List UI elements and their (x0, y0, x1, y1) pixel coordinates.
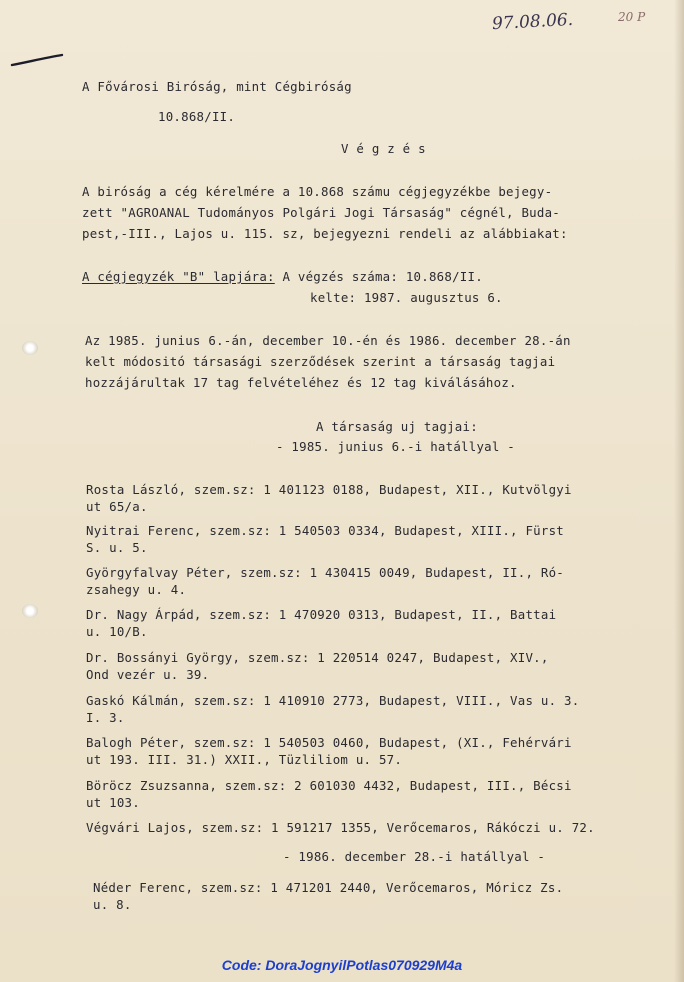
member-6-line-1: Gaskó Kálmán, szem.sz: 1 410910 2773, Budapest, VIII., Vas u. 3. (86, 693, 580, 708)
effective-1986: - 1986. december 28.-i hatállyal - (283, 849, 546, 864)
document-code: Code: DoraJognyilPotlas070929M4a (221, 957, 463, 973)
member-3-line-2: zsahegy u. 4. (86, 582, 187, 597)
member-last-line-1: Néder Ferenc, szem.sz: 1 471201 2440, Verőcemaros, Móricz Zs. (93, 880, 564, 895)
punch-hole-top (22, 341, 38, 355)
page-edge-shadow (674, 0, 684, 982)
member-2-line-2: S. u. 5. (86, 540, 148, 555)
effective-1985: - 1985. junius 6.-i hatállyal - (276, 439, 516, 454)
member-4-line-1: Dr. Nagy Árpád, szem.sz: 1 470920 0313, Budapest, II., Battai (86, 607, 557, 622)
member-2-line-1: Nyitrai Ferenc, szem.sz: 1 540503 0334, Budapest, XIII., Fürst (86, 523, 565, 538)
intro-line-2: zett "AGROANAL Tudományos Polgári Jogi Társaság" cégnél, Buda- (82, 205, 561, 220)
b-sheet-label: A cégjegyzék "B" lapjára: (82, 269, 275, 284)
handwritten-date: 97.08.06. (491, 9, 574, 35)
member-5-line-1: Dr. Bossányi György, szem.sz: 1 220514 0247, Budapest, XIV., (86, 650, 549, 665)
member-8-line-1: Böröcz Zsuzsanna, szem.sz: 2 601030 4432, Budapest, III., Bécsi (86, 778, 572, 793)
members-heading: A társaság uj tagjai: (316, 419, 478, 434)
member-7-line-1: Balogh Péter, szem.sz: 1 540503 0460, Budapest, (XI., Fehérvári (86, 735, 572, 750)
member-5-line-2: Ond vezér u. 39. (86, 667, 210, 682)
b-sheet-line (82, 269, 483, 284)
member-6-line-2: I. 3. (86, 710, 125, 725)
member-7-line-2: ut 193. III. 31.) XXII., Tüzliliom u. 57. (86, 752, 403, 767)
handwritten-note: 20 P (618, 10, 646, 24)
member-3-line-1: Györgyfalvay Péter, szem.sz: 1 430415 0049, Budapest, II., Ró- (86, 565, 565, 580)
member-last-line-2: u. 8. (93, 897, 132, 912)
amend-line-1: Az 1985. junius 6.-án, december 10.-én és 1986. december 28.-án (85, 333, 571, 348)
punch-hole-bottom (22, 604, 38, 618)
document-title: V é g z é s (341, 141, 426, 156)
amend-line-3: hozzájárultak 17 tag felvételéhez és 12 tag kiválásához. (85, 375, 517, 390)
decision-date: kelte: 1987. augusztus 6. (310, 290, 503, 305)
member-4-line-2: u. 10/B. (86, 624, 148, 639)
amend-line-2: kelt módositó társasági szerződések szerint a társaság tagjai (85, 354, 556, 369)
member-1-line-1: Rosta László, szem.sz: 1 401123 0188, Budapest, XII., Kutvölgyi (86, 482, 572, 497)
court-name: A Fővárosi Biróság, mint Cégbiróság (82, 79, 352, 94)
decision-number: A végzés száma: 10.868/II. (274, 269, 483, 284)
member-8-line-2: ut 103. (86, 795, 140, 810)
pen-stroke-mark (10, 52, 64, 70)
intro-line-1: A biróság a cég kérelmére a 10.868 számu cégjegyzékbe bejegy- (82, 184, 553, 199)
case-number: 10.868/II. (158, 109, 236, 124)
member-1-line-2: ut 65/a. (86, 499, 148, 514)
intro-line-3: pest,-III., Lajos u. 115. sz, bejegyezni rendeli az alábbiakat: (82, 226, 568, 241)
member-9-line-1: Végvári Lajos, szem.sz: 1 591217 1355, Verőcemaros, Rákóczi u. 72. (86, 820, 595, 835)
